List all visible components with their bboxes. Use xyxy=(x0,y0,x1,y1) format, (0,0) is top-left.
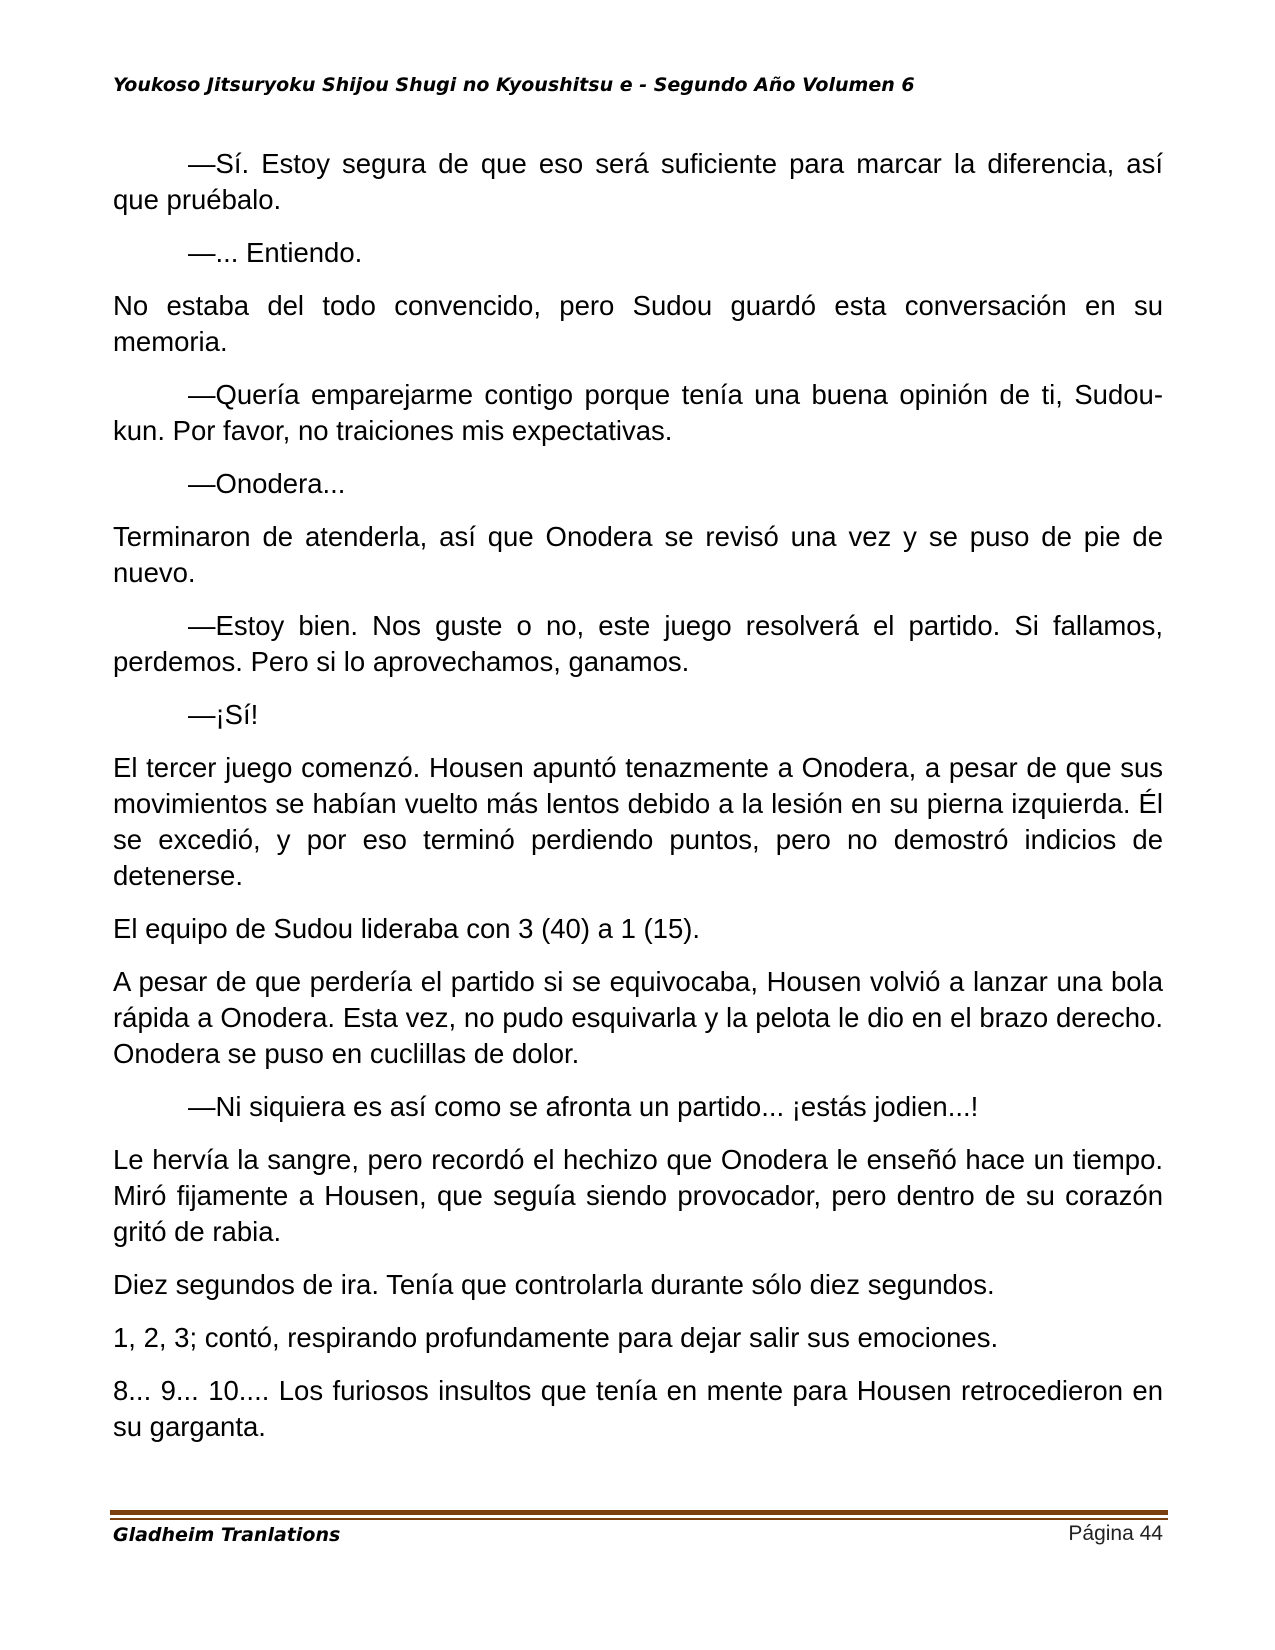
footer-credit: Gladheim Tranlations xyxy=(113,1524,341,1546)
paragraph-dialog: —Quería emparejarme contigo porque tenía una buena opinión de ti, Sudou-kun. Por favor, no traiciones mis expectativas. xyxy=(113,379,1163,446)
page-number: Página 44 xyxy=(1068,1522,1163,1545)
paragraph-dialog: —Estoy bien. Nos guste o no, este juego resolverá el partido. Si fallamos, perdemos. Pero si lo aprovechamos, ganamos. xyxy=(113,610,1163,677)
paragraph-dialog: —Ni siquiera es así como se afronta un partido... ¡estás jodien...! xyxy=(188,1091,979,1122)
paragraph-narration: Terminaron de atenderla, así que Onodera se revisó una vez y se puso de pie de nuevo. xyxy=(113,521,1163,588)
paragraph-narration: No estaba del todo convencido, pero Sudou guardó esta conversación en su memoria. xyxy=(113,290,1163,357)
paragraph-narration: Le hervía la sangre, pero recordó el hechizo que Onodera le enseñó hace un tiempo. Miró fijamente a Housen, que seguía siendo provocador, pero dentro de su corazón gritó de rabia. xyxy=(113,1144,1163,1247)
paragraph-dialog: —¡Sí! xyxy=(188,699,259,730)
paragraph-narration: A pesar de que perdería el partido si se equivocaba, Housen volvió a lanzar una bola rápida a Onodera. Esta vez, no pudo esquivarla y la pelota le dio en el brazo derecho. Onodera se puso en cuclillas de dolor. xyxy=(113,966,1163,1069)
paragraph-narration: Diez segundos de ira. Tenía que controlarla durante sólo diez segundos. xyxy=(113,1269,995,1300)
paragraph-dialog: —Onodera... xyxy=(188,468,346,499)
running-header: Youkoso Jitsuryoku Shijou Shugi no Kyoushitsu e - Segundo Año Volumen 6 xyxy=(113,74,915,96)
paragraph-narration: El equipo de Sudou lideraba con 3 (40) a 1 (15). xyxy=(113,913,701,944)
paragraph-narration: 8... 9... 10.... Los furiosos insultos que tenía en mente para Housen retrocedieron en su garganta. xyxy=(113,1375,1163,1442)
paragraph-dialog: —Sí. Estoy segura de que eso será suficiente para marcar la diferencia, así que pruébalo. xyxy=(113,148,1163,215)
page-body xyxy=(113,146,1163,1462)
paragraph-dialog: —... Entiendo. xyxy=(188,237,363,268)
footer-divider-thin xyxy=(110,1518,1168,1520)
paragraph-narration: El tercer juego comenzó. Housen apuntó tenazmente a Onodera, a pesar de que sus movimientos se habían vuelto más lentos debido a la lesión en su pierna izquierda. Él se excedió, y por eso terminó perdiendo puntos, pero no demostró indicios de detenerse. xyxy=(113,752,1163,891)
footer-divider-thick xyxy=(110,1510,1168,1515)
paragraph-narration: 1, 2, 3; contó, respirando profundamente para dejar salir sus emociones. xyxy=(113,1322,999,1353)
